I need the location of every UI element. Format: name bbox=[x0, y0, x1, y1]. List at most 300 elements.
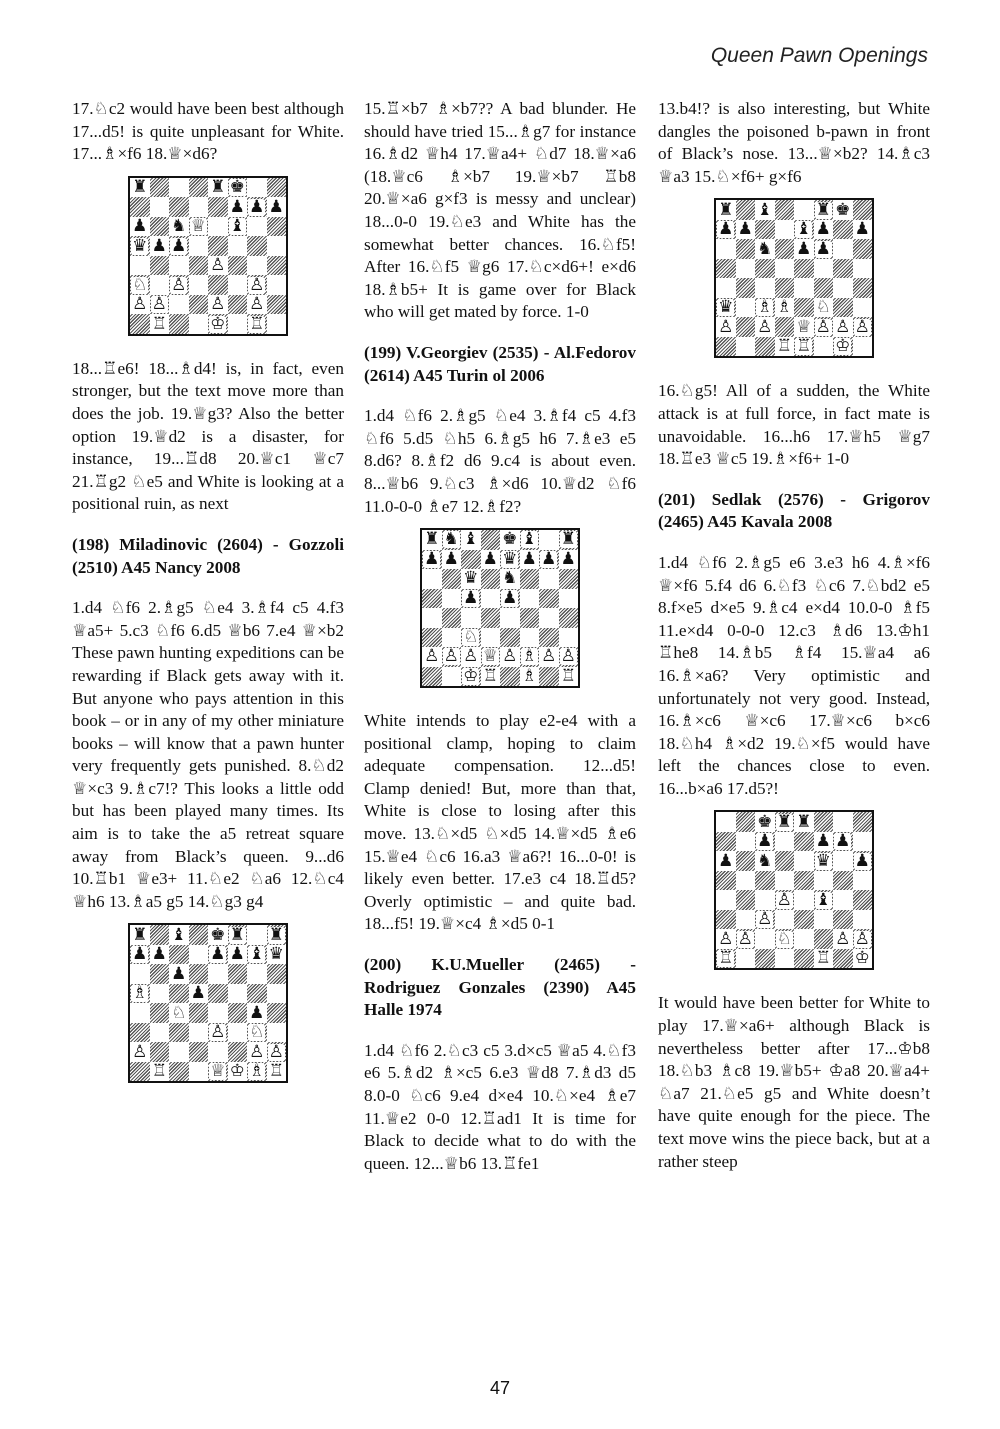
board-square bbox=[267, 314, 287, 334]
board-square bbox=[130, 178, 150, 198]
board-square bbox=[775, 200, 795, 220]
board-square bbox=[130, 1003, 150, 1023]
board-square bbox=[461, 569, 481, 589]
board-square bbox=[833, 317, 853, 337]
board-square bbox=[481, 647, 501, 667]
board-square bbox=[736, 298, 756, 318]
board-square bbox=[853, 949, 873, 969]
black-pawn-icon: ♟ bbox=[502, 587, 518, 608]
white-rook-icon: ♖ bbox=[151, 313, 167, 334]
board-square bbox=[267, 964, 287, 984]
board-square bbox=[775, 220, 795, 240]
board-square bbox=[189, 217, 209, 237]
board-square bbox=[189, 984, 209, 1004]
board-square bbox=[539, 608, 559, 628]
black-knight-icon: ♞ bbox=[171, 216, 187, 237]
board-square bbox=[716, 949, 736, 969]
board-square bbox=[775, 298, 795, 318]
white-bishop-icon: ♗ bbox=[521, 665, 537, 686]
white-pawn-icon: ♙ bbox=[210, 294, 226, 315]
chess-diagram bbox=[658, 198, 930, 358]
board-square bbox=[442, 647, 462, 667]
board-square bbox=[169, 1042, 189, 1062]
board-square bbox=[520, 667, 540, 687]
board-square bbox=[130, 1023, 150, 1043]
white-rook-icon: ♖ bbox=[776, 336, 792, 357]
black-rook-icon: ♜ bbox=[229, 924, 245, 945]
black-pawn-icon: ♟ bbox=[249, 196, 265, 217]
board-square bbox=[150, 984, 170, 1004]
board-square bbox=[775, 890, 795, 910]
board-square bbox=[539, 550, 559, 570]
board-square bbox=[442, 667, 462, 687]
running-header: Queen Pawn Openings bbox=[710, 44, 928, 67]
board-square bbox=[539, 628, 559, 648]
board-square bbox=[130, 197, 150, 217]
black-pawn-icon: ♟ bbox=[815, 238, 831, 259]
black-pawn-icon: ♟ bbox=[424, 548, 440, 569]
board-square bbox=[247, 964, 267, 984]
white-knight-icon: ♘ bbox=[776, 928, 792, 949]
black-bishop-icon: ♝ bbox=[249, 944, 265, 965]
board-square bbox=[833, 871, 853, 891]
board-square bbox=[150, 217, 170, 237]
game-heading: (199) V.Georgiev (2535) - Al.Fedorov (2614) A45 Turin ol 2006 bbox=[364, 342, 636, 385]
board-square bbox=[736, 949, 756, 969]
board-square bbox=[189, 275, 209, 295]
board-square bbox=[794, 259, 814, 279]
board-square bbox=[814, 910, 834, 930]
board-square bbox=[228, 984, 248, 1004]
board-square bbox=[520, 608, 540, 628]
white-pawn-icon: ♙ bbox=[757, 316, 773, 337]
white-pawn-icon: ♙ bbox=[854, 316, 870, 337]
black-rook-icon: ♜ bbox=[268, 924, 284, 945]
board-square bbox=[422, 530, 442, 550]
white-rook-icon: ♖ bbox=[249, 313, 265, 334]
board-square bbox=[208, 217, 228, 237]
board-square bbox=[539, 569, 559, 589]
white-queen-icon: ♕ bbox=[190, 216, 206, 237]
board-square bbox=[228, 256, 248, 276]
board-square bbox=[736, 200, 756, 220]
white-knight-icon: ♘ bbox=[249, 1022, 265, 1043]
board-square bbox=[755, 239, 775, 259]
board-square bbox=[736, 910, 756, 930]
board-square bbox=[775, 317, 795, 337]
game-moves: 1.d4 ♘f6 2.♗g5 ♘e4 3.♗f4 c5 4.f3 ♘f6 5.d5 ♘h5 6.♗g5 h6 7.♗e3 e5 8.d6? 8.♗f2 d6 9.c4 is about even. 8...♕b6 9.♘c3 ♗×d6 10.♕d2 ♘f6 11.0-0-0 ♗e7 12.♗f2? bbox=[364, 406, 636, 516]
board-square bbox=[247, 236, 267, 256]
board-square bbox=[559, 569, 579, 589]
white-bishop-icon: ♗ bbox=[521, 646, 537, 667]
board-square bbox=[169, 1062, 189, 1082]
board-square bbox=[775, 259, 795, 279]
board-square bbox=[267, 1023, 287, 1043]
board-square bbox=[481, 550, 501, 570]
paragraph: 16.♘g5! All of a sudden, the White attack is at full force, in fact mate is unavoidable. 16...h6 17.♕h5 ♕g7 18.♖e3 ♕c5 19.♗×f6+ 1-0 bbox=[658, 381, 930, 469]
board-square bbox=[150, 1023, 170, 1043]
board-square bbox=[169, 314, 189, 334]
board-square bbox=[442, 608, 462, 628]
board-square bbox=[716, 812, 736, 832]
board-square bbox=[833, 832, 853, 852]
black-pawn-icon: ♟ bbox=[854, 850, 870, 871]
board-square bbox=[559, 550, 579, 570]
board-square bbox=[716, 239, 736, 259]
board-square bbox=[775, 910, 795, 930]
board-square bbox=[853, 871, 873, 891]
board-square bbox=[169, 964, 189, 984]
black-king-icon: ♚ bbox=[210, 924, 226, 945]
board-square bbox=[247, 295, 267, 315]
chess-diagram bbox=[364, 528, 636, 688]
board-square bbox=[150, 197, 170, 217]
board-square bbox=[520, 530, 540, 550]
board-square bbox=[189, 314, 209, 334]
board-square bbox=[736, 832, 756, 852]
board-square bbox=[500, 628, 520, 648]
black-knight-icon: ♞ bbox=[757, 850, 773, 871]
board-square bbox=[169, 275, 189, 295]
board-square bbox=[833, 812, 853, 832]
board-square bbox=[716, 220, 736, 240]
board-square bbox=[794, 317, 814, 337]
board-square bbox=[481, 589, 501, 609]
board-square bbox=[775, 929, 795, 949]
chessboard bbox=[128, 176, 288, 336]
board-square bbox=[833, 929, 853, 949]
board-square bbox=[736, 929, 756, 949]
board-square bbox=[189, 1062, 209, 1082]
board-square bbox=[267, 1042, 287, 1062]
board-square bbox=[169, 256, 189, 276]
board-square bbox=[814, 871, 834, 891]
white-king-icon: ♔ bbox=[463, 665, 479, 686]
board-square bbox=[736, 278, 756, 298]
board-square bbox=[853, 337, 873, 357]
board-square bbox=[150, 256, 170, 276]
board-square bbox=[267, 1003, 287, 1023]
paragraph: 15.♖×b7 ♗×b7?? A bad blunder. He should have tried 15...♗g7 for instance 16.♗d2 ♕h4 17.♕a4+ ♘d7 18.♕×a6 (18.♕c6 ♗×b7 19.♕×b7 ♖b8 20.♕×a6 g×f3 is messy and unclear) 18...0-0 19.♘e3 and White has the somewhat better chances. 16.♘f5! After 16.♘f5 ♕g6 17.♘c×d6+! e×d6 18.♗b5+ It is game over for Black who will get mated by force. 1-0 bbox=[364, 99, 636, 322]
board-square bbox=[814, 239, 834, 259]
board-square bbox=[814, 812, 834, 832]
black-pawn-icon: ♟ bbox=[210, 944, 226, 965]
white-pawn-icon: ♙ bbox=[171, 274, 187, 295]
black-king-icon: ♚ bbox=[757, 811, 773, 832]
white-knight-icon: ♘ bbox=[132, 274, 148, 295]
black-rook-icon: ♜ bbox=[718, 199, 734, 220]
paragraph: White intends to play e2-e4 with a positional clamp, hoping to claim adequate compensation. 12...d5! Clamp denied! But, more than that, White is close to losing after this move. 13.♘×d5 ♘×d5 14.♕×d5 ♗e6 15.♕e4 ♘c6 16.a3 ♕a6?! 16...0-0! is likely even better. 17.e3 c4 18.♖d5? Overly optimistic – and quite bad. 18...f5! 19.♕×c4 ♗×d5 0-1 bbox=[364, 711, 636, 934]
board-square bbox=[461, 608, 481, 628]
white-bishop-icon: ♗ bbox=[757, 297, 773, 318]
board-square bbox=[228, 945, 248, 965]
white-rook-icon: ♖ bbox=[268, 1061, 284, 1082]
board-square bbox=[775, 949, 795, 969]
black-pawn-icon: ♟ bbox=[541, 548, 557, 569]
board-square bbox=[228, 217, 248, 237]
board-square bbox=[267, 295, 287, 315]
board-square bbox=[853, 298, 873, 318]
board-square bbox=[189, 945, 209, 965]
board-square bbox=[833, 239, 853, 259]
white-pawn-icon: ♙ bbox=[718, 316, 734, 337]
board-square bbox=[814, 337, 834, 357]
board-square bbox=[422, 628, 442, 648]
black-bishop-icon: ♝ bbox=[463, 529, 479, 550]
board-square bbox=[775, 832, 795, 852]
board-square bbox=[814, 851, 834, 871]
white-knight-icon: ♘ bbox=[815, 297, 831, 318]
black-queen-icon: ♛ bbox=[815, 850, 831, 871]
board-square bbox=[130, 217, 150, 237]
white-rook-icon: ♖ bbox=[796, 336, 812, 357]
board-square bbox=[481, 667, 501, 687]
board-square bbox=[208, 295, 228, 315]
black-rook-icon: ♜ bbox=[132, 924, 148, 945]
board-square bbox=[500, 647, 520, 667]
board-square bbox=[247, 1003, 267, 1023]
board-square bbox=[539, 589, 559, 609]
board-square bbox=[150, 1042, 170, 1062]
paragraph: 18...♖e6! 18...♗d4! is, in fact, even stronger, but the text move more than does the job. 19.♕g3? Also the better option 19.♕d2 is a disaster, for instance, 19...♖d8 20.♕c1 ♕c7 21.♖g2 ♘e5 and White is looking at a positional ruin, as next bbox=[72, 358, 344, 514]
board-square bbox=[853, 239, 873, 259]
board-square bbox=[442, 530, 462, 550]
board-square bbox=[208, 1062, 228, 1082]
black-king-icon: ♚ bbox=[502, 529, 518, 550]
black-knight-icon: ♞ bbox=[502, 568, 518, 589]
paragraph: 13.b4!? is also interesting, but White dangles the poisoned b-pawn in front of Black’s nose. 13...♕×b2? 14.♗c3 ♕a3 15.♘×f6+ g×f6 bbox=[658, 99, 930, 186]
white-knight-icon: ♘ bbox=[463, 626, 479, 647]
board-square bbox=[189, 178, 209, 198]
board-square bbox=[833, 278, 853, 298]
board-square bbox=[833, 337, 853, 357]
board-square bbox=[169, 1023, 189, 1043]
white-pawn-icon: ♙ bbox=[268, 1041, 284, 1062]
board-square bbox=[247, 314, 267, 334]
board-square bbox=[853, 278, 873, 298]
board-square bbox=[461, 647, 481, 667]
board-square bbox=[520, 589, 540, 609]
board-square bbox=[559, 628, 579, 648]
board-square bbox=[228, 925, 248, 945]
board-square bbox=[755, 278, 775, 298]
board-square bbox=[130, 945, 150, 965]
board-square bbox=[228, 1023, 248, 1043]
board-square bbox=[794, 200, 814, 220]
game-heading: (201) Sedlak (2576) - Grigorov (2465) A45 Kavala 2008 bbox=[658, 489, 930, 532]
board-square bbox=[169, 945, 189, 965]
text-column-3 bbox=[658, 98, 930, 1191]
black-pawn-icon: ♟ bbox=[718, 850, 734, 871]
board-square bbox=[130, 925, 150, 945]
chessboard bbox=[714, 198, 874, 358]
board-square bbox=[853, 929, 873, 949]
black-pawn-icon: ♟ bbox=[854, 219, 870, 240]
board-square bbox=[169, 984, 189, 1004]
board-square bbox=[755, 259, 775, 279]
board-square bbox=[169, 925, 189, 945]
board-square bbox=[755, 851, 775, 871]
white-king-icon: ♔ bbox=[210, 313, 226, 334]
board-square bbox=[500, 550, 520, 570]
board-square bbox=[208, 275, 228, 295]
board-square bbox=[481, 569, 501, 589]
board-square bbox=[208, 1042, 228, 1062]
board-square bbox=[755, 929, 775, 949]
board-square bbox=[169, 1003, 189, 1023]
board-square bbox=[716, 929, 736, 949]
board-square bbox=[716, 317, 736, 337]
board-square bbox=[755, 910, 775, 930]
white-pawn-icon: ♙ bbox=[132, 1041, 148, 1062]
white-rook-icon: ♖ bbox=[815, 948, 831, 969]
board-square bbox=[559, 647, 579, 667]
chess-diagram bbox=[72, 923, 344, 1083]
board-square bbox=[442, 569, 462, 589]
board-square bbox=[814, 949, 834, 969]
black-rook-icon: ♜ bbox=[560, 529, 576, 550]
board-square bbox=[228, 1003, 248, 1023]
board-square bbox=[716, 200, 736, 220]
game-heading: (200) K.U.Mueller (2465) - Rodriguez Gonzales (2390) A45 Halle 1974 bbox=[364, 955, 636, 1020]
board-square bbox=[755, 220, 775, 240]
white-pawn-icon: ♙ bbox=[854, 928, 870, 949]
black-bishop-icon: ♝ bbox=[796, 219, 812, 240]
board-square bbox=[189, 236, 209, 256]
board-square bbox=[794, 929, 814, 949]
board-square bbox=[169, 178, 189, 198]
white-pawn-icon: ♙ bbox=[132, 294, 148, 315]
board-square bbox=[130, 275, 150, 295]
board-square bbox=[228, 314, 248, 334]
white-pawn-icon: ♙ bbox=[541, 646, 557, 667]
black-pawn-icon: ♟ bbox=[268, 196, 284, 217]
board-square bbox=[461, 550, 481, 570]
white-bishop-icon: ♗ bbox=[132, 983, 148, 1004]
board-square bbox=[208, 236, 228, 256]
black-bishop-icon: ♝ bbox=[229, 216, 245, 237]
board-square bbox=[267, 256, 287, 276]
board-square bbox=[189, 295, 209, 315]
board-square bbox=[853, 910, 873, 930]
board-square bbox=[716, 890, 736, 910]
board-square bbox=[130, 1062, 150, 1082]
board-square bbox=[833, 259, 853, 279]
board-square bbox=[247, 275, 267, 295]
black-rook-icon: ♜ bbox=[815, 199, 831, 220]
paragraph: 17.♘c2 would have been best although 17...d5! is quite unpleasant for White. 17...♗×f6 18.♕×d6? bbox=[72, 99, 344, 164]
board-square bbox=[481, 628, 501, 648]
board-square bbox=[228, 275, 248, 295]
board-square bbox=[500, 530, 520, 550]
board-square bbox=[794, 949, 814, 969]
board-square bbox=[189, 1023, 209, 1043]
board-square bbox=[130, 256, 150, 276]
board-square bbox=[247, 217, 267, 237]
black-bishop-icon: ♝ bbox=[521, 529, 537, 550]
board-square bbox=[716, 851, 736, 871]
black-pawn-icon: ♟ bbox=[718, 219, 734, 240]
board-square bbox=[228, 295, 248, 315]
board-square bbox=[461, 628, 481, 648]
board-square bbox=[833, 220, 853, 240]
board-square bbox=[736, 317, 756, 337]
board-square bbox=[853, 851, 873, 871]
black-pawn-icon: ♟ bbox=[463, 587, 479, 608]
board-square bbox=[539, 530, 559, 550]
black-pawn-icon: ♟ bbox=[757, 831, 773, 852]
board-square bbox=[539, 647, 559, 667]
board-square bbox=[559, 589, 579, 609]
board-square bbox=[775, 278, 795, 298]
white-pawn-icon: ♙ bbox=[249, 274, 265, 295]
board-square bbox=[130, 236, 150, 256]
black-rook-icon: ♜ bbox=[796, 811, 812, 832]
board-square bbox=[228, 964, 248, 984]
board-square bbox=[500, 608, 520, 628]
board-square bbox=[814, 298, 834, 318]
board-square bbox=[736, 851, 756, 871]
board-square bbox=[189, 256, 209, 276]
white-queen-icon: ♕ bbox=[796, 316, 812, 337]
black-pawn-icon: ♟ bbox=[796, 238, 812, 259]
board-square bbox=[520, 647, 540, 667]
board-square bbox=[267, 945, 287, 965]
game-moves: 1.d4 ♘f6 2.♗g5 ♘e4 3.♗f4 c5 4.f3 ♕a5+ 5.c3 ♘f6 6.d5 ♕b6 7.e4 ♕×b2 These pawn hunting expeditions can be rewarding if Black gets away with it. But anyone who pays attention in this book – or in any of my other miniature books – will know that a pawn hunter very frequently gets punished. 8.♘d2 ♕×c3 9.♗c7!? This looks a little odd but has been played many times. Its aim is to take the a5 retreat square away from Black’s queen. 9...d6 10.♖b1 ♕e3+ 11.♘e2 ♘a6 12.♘c4 ♕h6 13.♗a5 g5 14.♘g3 g4 bbox=[72, 598, 344, 911]
black-king-icon: ♚ bbox=[835, 199, 851, 220]
board-square bbox=[267, 1062, 287, 1082]
black-pawn-icon: ♟ bbox=[815, 831, 831, 852]
board-square bbox=[755, 200, 775, 220]
board-square bbox=[169, 236, 189, 256]
board-square bbox=[422, 667, 442, 687]
board-square bbox=[461, 530, 481, 550]
board-square bbox=[422, 589, 442, 609]
board-square bbox=[853, 317, 873, 337]
board-square bbox=[814, 317, 834, 337]
board-square bbox=[130, 295, 150, 315]
board-square bbox=[189, 1003, 209, 1023]
board-square bbox=[228, 1062, 248, 1082]
black-knight-icon: ♞ bbox=[443, 529, 459, 550]
game-heading: (198) Miladinovic (2604) - Gozzoli (2510) A45 Nancy 2008 bbox=[72, 534, 344, 577]
white-pawn-icon: ♙ bbox=[757, 909, 773, 930]
board-square bbox=[775, 239, 795, 259]
board-square bbox=[814, 278, 834, 298]
white-rook-icon: ♖ bbox=[718, 948, 734, 969]
board-square bbox=[794, 298, 814, 318]
board-square bbox=[716, 337, 736, 357]
board-square bbox=[267, 984, 287, 1004]
board-square bbox=[794, 851, 814, 871]
white-pawn-icon: ♙ bbox=[424, 646, 440, 667]
board-square bbox=[189, 925, 209, 945]
black-king-icon: ♚ bbox=[229, 177, 245, 198]
board-square bbox=[422, 647, 442, 667]
black-queen-icon: ♛ bbox=[463, 568, 479, 589]
board-square bbox=[150, 964, 170, 984]
board-square bbox=[814, 929, 834, 949]
black-rook-icon: ♜ bbox=[424, 529, 440, 550]
black-rook-icon: ♜ bbox=[210, 177, 226, 198]
black-pawn-icon: ♟ bbox=[151, 944, 167, 965]
board-square bbox=[208, 1003, 228, 1023]
board-square bbox=[208, 197, 228, 217]
board-square bbox=[814, 200, 834, 220]
board-square bbox=[794, 278, 814, 298]
board-square bbox=[794, 239, 814, 259]
board-square bbox=[736, 812, 756, 832]
